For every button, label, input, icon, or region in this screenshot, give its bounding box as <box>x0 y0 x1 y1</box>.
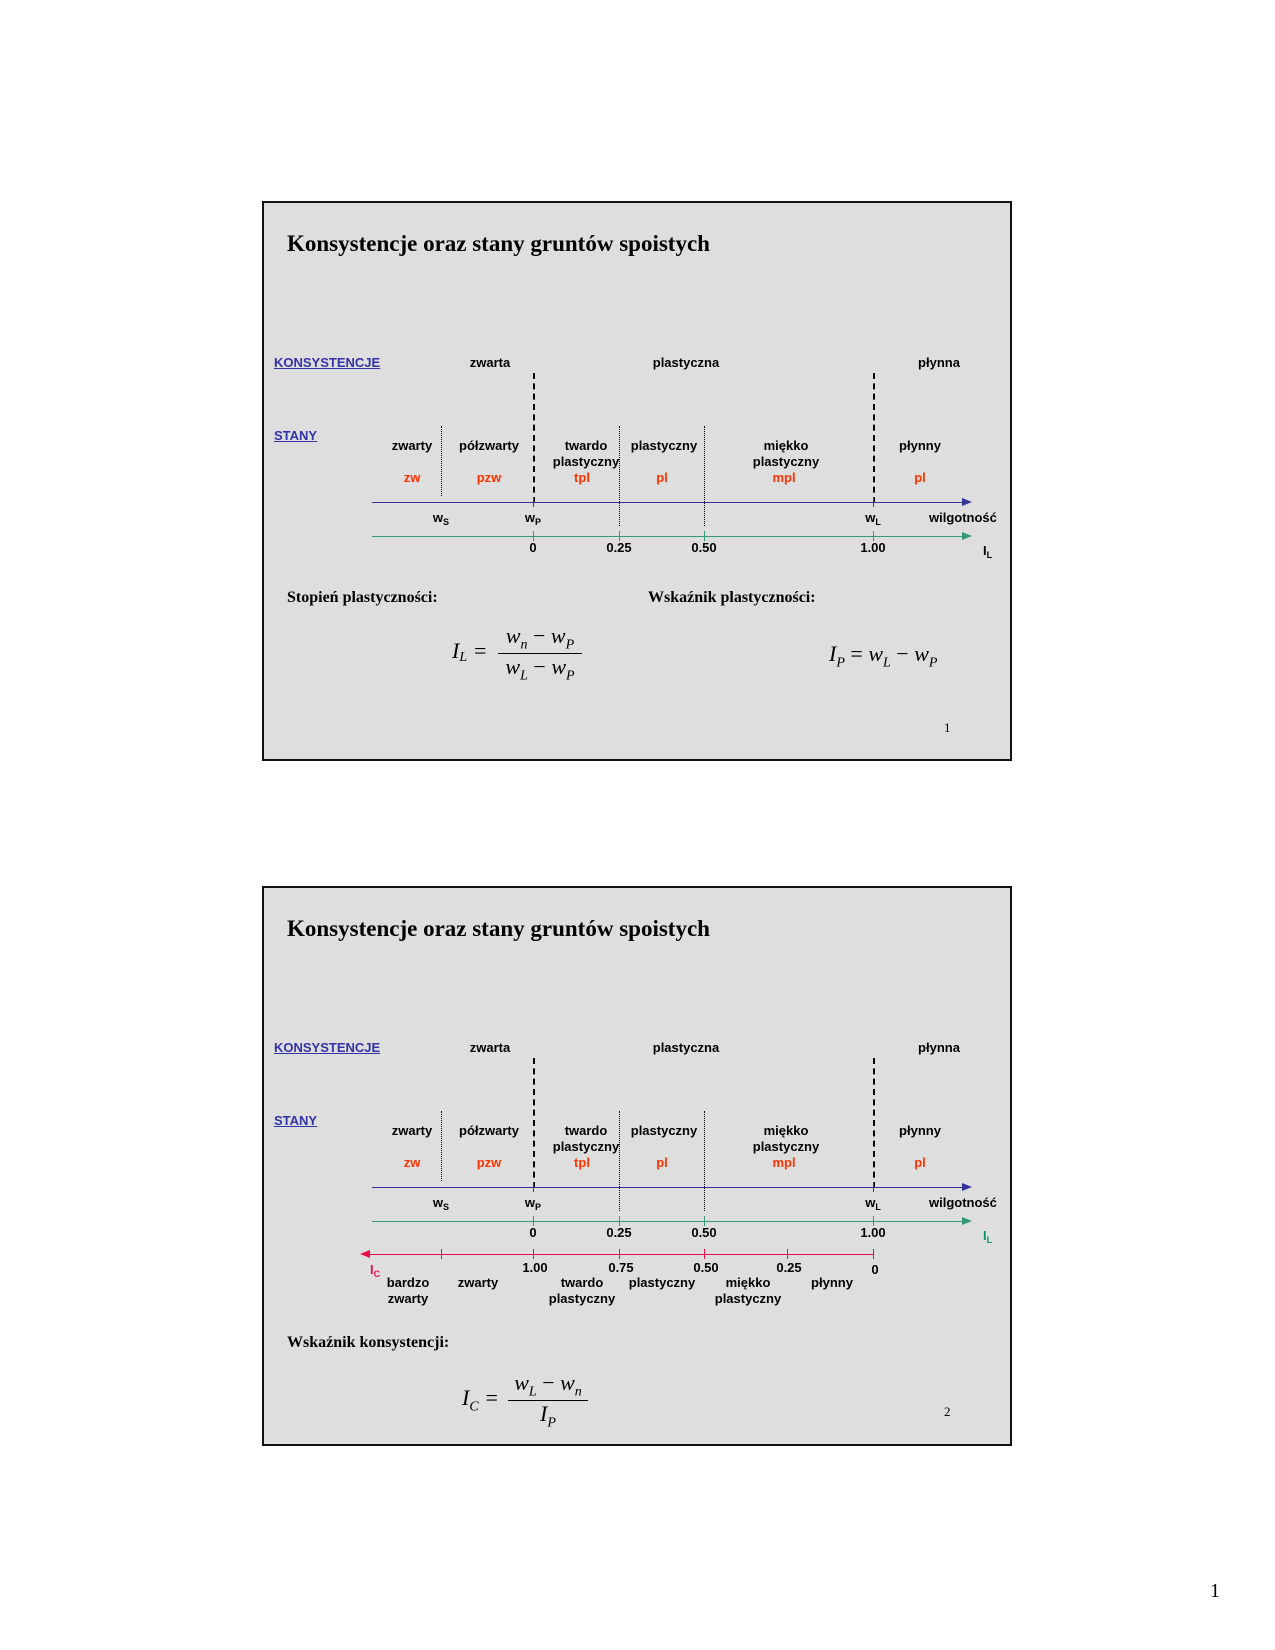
moisture-axis <box>372 502 964 503</box>
state-miekko-plastyczny: miękko plastyczny <box>752 1123 820 1154</box>
konsystencji-heading: Wskaźnik konsystencji: <box>287 1334 450 1351</box>
tick-wl <box>873 497 874 507</box>
code-pzw: pzw <box>476 470 502 485</box>
il-axis-arrow <box>962 532 972 540</box>
ic-tick <box>704 1249 705 1259</box>
separator-050 <box>704 426 705 526</box>
wskaznik-heading: Wskaźnik plastyczności: <box>648 589 816 606</box>
moisture-label: wilgotność <box>929 1195 997 1210</box>
consistency-plynna: płynna <box>918 1040 960 1055</box>
state-plynny: płynny <box>899 1123 941 1138</box>
il-axis-label: $I_L$ <box>983 543 993 560</box>
slide-title: Konsystencje oraz stany gruntów spoistych <box>287 916 710 941</box>
ic-tick-label: 0.50 <box>693 1260 719 1275</box>
ic-axis-arrow <box>360 1250 370 1258</box>
stopien-heading: Stopień plastyczności: <box>287 589 438 606</box>
code-pzw: pzw <box>476 1155 502 1170</box>
il-axis <box>372 536 964 537</box>
ic-axis <box>368 1254 874 1255</box>
il-tick-label: 0 <box>529 1225 537 1240</box>
separator-050 <box>704 1111 705 1211</box>
separator-wp <box>533 373 535 503</box>
ic-tick <box>441 1249 442 1259</box>
il-tick-label: 0.50 <box>691 540 717 555</box>
code-pl: pl <box>656 470 668 485</box>
tick-wp <box>533 497 534 507</box>
state-twardo-plastyczny: twardo plastyczny <box>552 1123 620 1154</box>
ic-state: płynny <box>811 1275 853 1290</box>
separator-ws <box>441 1111 442 1181</box>
code-pl: pl <box>656 1155 668 1170</box>
separator-wl <box>873 1058 875 1188</box>
il-tick-label: 0.25 <box>606 540 632 555</box>
marker-ws: $w_S$ <box>432 510 450 527</box>
il-tick-label: 0.50 <box>691 1225 717 1240</box>
state-miekko-plastyczny: miękko plastyczny <box>752 438 820 469</box>
ic-tick-label: 1.00 <box>522 1260 548 1275</box>
ic-tick <box>787 1249 788 1259</box>
marker-wl: $w_L$ <box>865 510 881 527</box>
marker-wp: $w_P$ <box>524 1195 542 1212</box>
consistency-zwarta: zwarta <box>469 1040 511 1055</box>
slide-number: 2 <box>944 1404 951 1419</box>
ic-tick-label: 0 <box>871 1262 879 1277</box>
state-polzwarty: półzwarty <box>459 1123 519 1138</box>
il-axis <box>372 1221 964 1222</box>
moisture-axis <box>372 1187 964 1188</box>
il-tick-label: 1.00 <box>860 1225 886 1240</box>
il-tick-label: 0.25 <box>606 1225 632 1240</box>
konsystencje-label[interactable]: KONSYSTENCJE <box>274 355 381 370</box>
state-plynny: płynny <box>899 438 941 453</box>
consistency-plastyczna: plastyczna <box>652 1040 720 1055</box>
code-mpl: mpl <box>772 470 796 485</box>
il-tick-label: 1.00 <box>860 540 886 555</box>
code-tpl: tpl <box>574 1155 590 1170</box>
moisture-axis-arrow <box>962 498 972 506</box>
ic-state: zwarty <box>457 1275 499 1290</box>
separator-wl <box>873 373 875 503</box>
ic-state: bardzo zwarty <box>386 1275 430 1306</box>
il-axis-arrow <box>962 1217 972 1225</box>
il-tick-label: 0 <box>529 540 537 555</box>
ic-state: miękko plastyczny <box>714 1275 782 1306</box>
konsystencje-label[interactable]: KONSYSTENCJE <box>274 1040 381 1055</box>
stany-label[interactable]: STANY <box>274 1113 318 1128</box>
state-plastyczny: plastyczny <box>630 438 698 453</box>
code-zw: zw <box>403 470 421 485</box>
page-number: 1 <box>1210 1580 1220 1602</box>
ic-tick <box>873 1249 874 1259</box>
il-axis-label: $I_L$ <box>983 1228 993 1245</box>
marker-wp: $w_P$ <box>524 510 542 527</box>
slide-number: 1 <box>944 720 951 735</box>
ic-tick <box>619 1249 620 1259</box>
code-tpl: tpl <box>574 470 590 485</box>
state-polzwarty: półzwarty <box>459 438 519 453</box>
state-twardo-plastyczny: twardo plastyczny <box>552 438 620 469</box>
marker-wl: $w_L$ <box>865 1195 881 1212</box>
ic-tick <box>533 1249 534 1259</box>
state-zwarty: zwarty <box>391 1123 433 1138</box>
code-mpl: mpl <box>772 1155 796 1170</box>
moisture-axis-arrow <box>962 1183 972 1191</box>
code-zw: zw <box>403 1155 421 1170</box>
slide-2: Konsystencje oraz stany gruntów spoistych KONSYSTENCJE zwarta plastyczna płynna STANY zwarty półzwarty twardo plastyczny plastyczny miękko plastyczny płynny zw pzw tpl pl mpl pl $w_S$ $w_P$ $w_L$ wilgotność 0 0.25 0.50 1.00 $I_L$ $I_C$ 1.00 0.75 0.50 0.25 0 bardzo zwarty zwarty twardo plastyczny plastyczny miękko plastyczny płynny Wskaźnik konsystencji: $I_C$ = $\frac{w_L - w_n}{I_P}$ 2 <box>262 886 1012 1446</box>
slide-1: Konsystencje oraz stany gruntów spoistych KONSYSTENCJE zwarta plastyczna płynna STANY zwarty półzwarty twardo plastyczny plastyczny miękko plastyczny płynny zw pzw tpl pl mpl pl $w_S$ $w_P$ $w_L$ wilgotność 0 0.25 0.50 1.00 $I_L$ Stopień plastyczności: Wskaźnik plastyczności: $I_L$ = $\frac{w_n - w_P}{w_L - w_P}$ $I_P = w_L - w_P$ 1 <box>262 201 1012 761</box>
consistency-zwarta: zwarta <box>469 355 511 370</box>
ic-state: plastyczny <box>628 1275 696 1290</box>
code-pl-2: pl <box>914 470 926 485</box>
stany-label[interactable]: STANY <box>274 428 318 443</box>
moisture-label: wilgotność <box>929 510 997 525</box>
tick-wp <box>533 1182 534 1192</box>
ic-state: twardo plastyczny <box>548 1275 616 1306</box>
state-zwarty: zwarty <box>391 438 433 453</box>
ic-tick-label: 0.75 <box>608 1260 634 1275</box>
separator-ws <box>441 426 442 496</box>
ic-tick-label: 0.25 <box>776 1260 802 1275</box>
separator-wp <box>533 1058 535 1188</box>
marker-ws: $w_S$ <box>432 1195 450 1212</box>
code-pl-2: pl <box>914 1155 926 1170</box>
tick-wl <box>873 1182 874 1192</box>
state-plastyczny: plastyczny <box>630 1123 698 1138</box>
ic-axis-label: $I_C$ <box>370 1262 381 1279</box>
slide-title: Konsystencje oraz stany gruntów spoistych <box>287 231 710 256</box>
consistency-plynna: płynna <box>918 355 960 370</box>
consistency-plastyczna: plastyczna <box>652 355 720 370</box>
